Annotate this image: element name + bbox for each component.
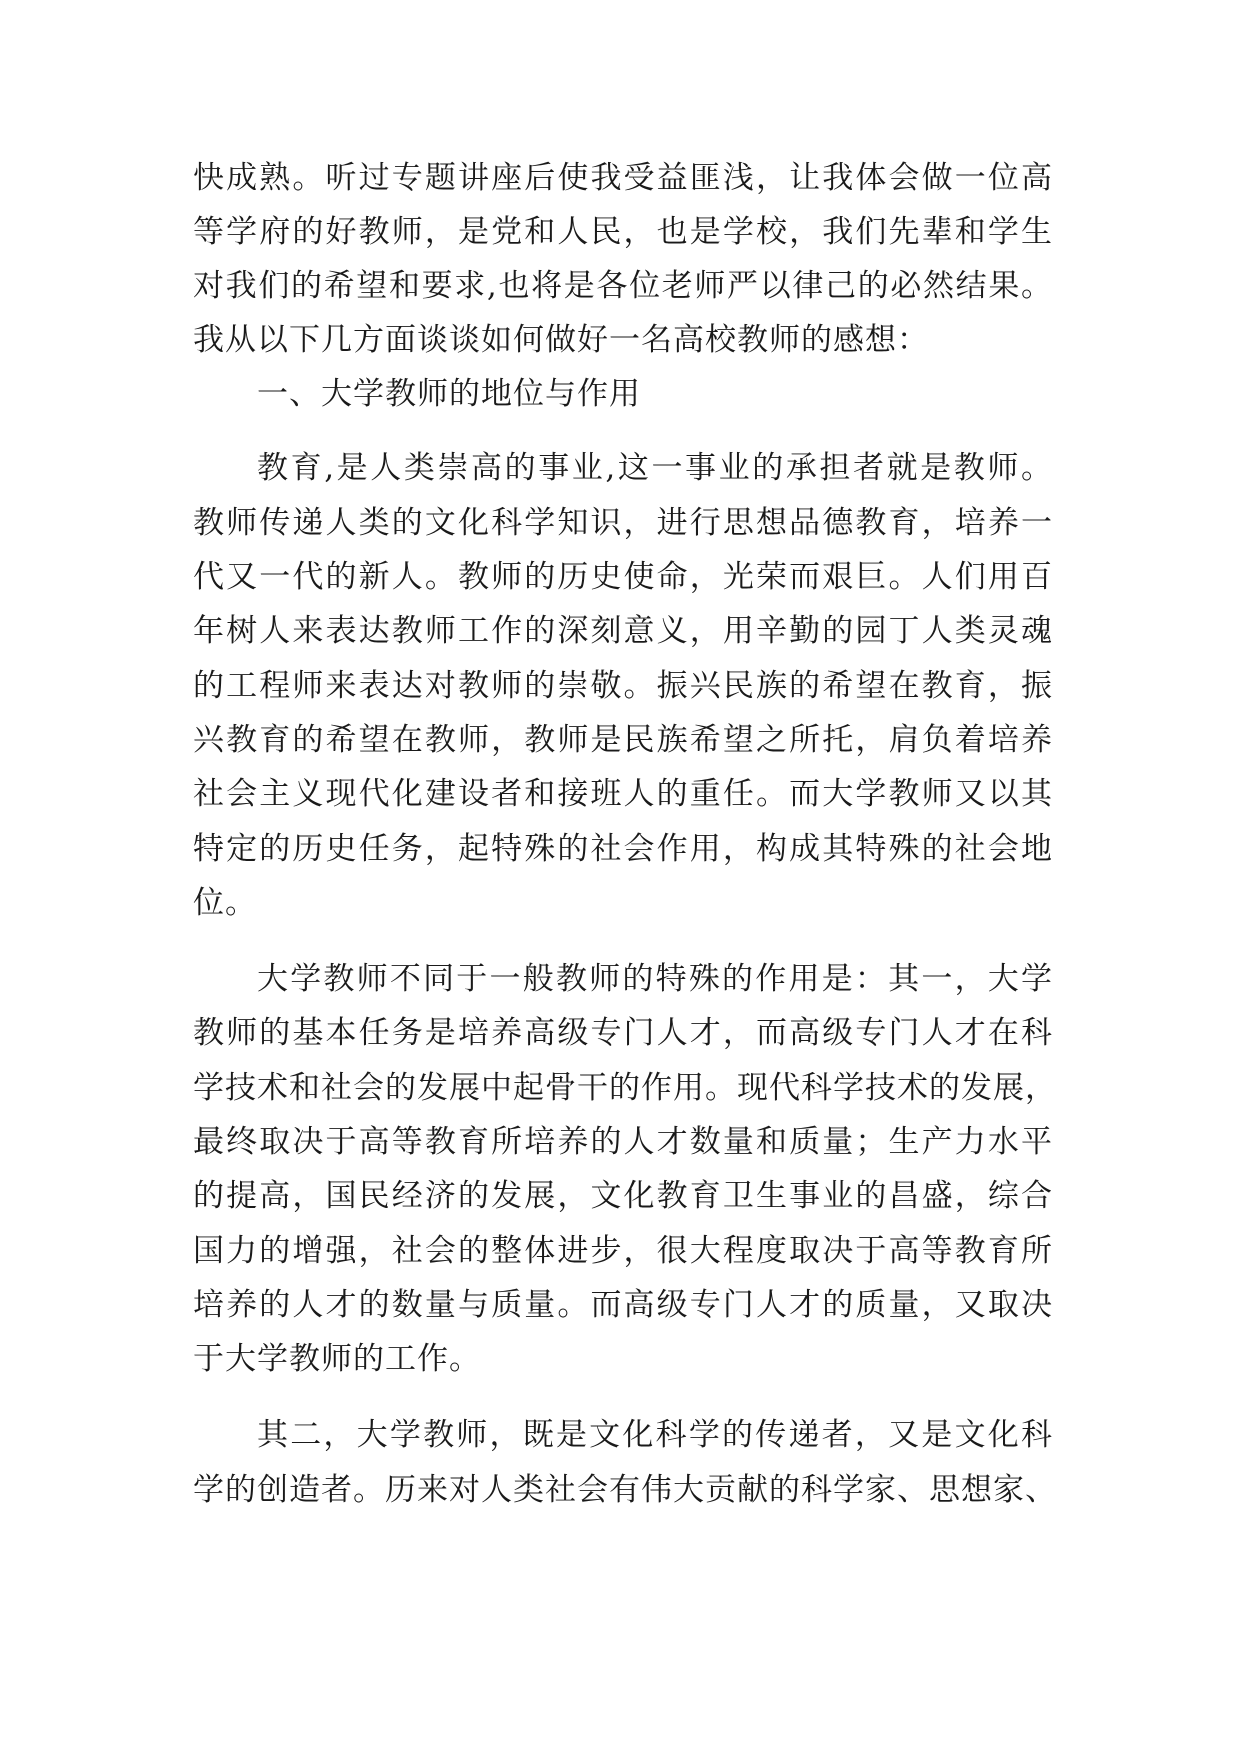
text-line: 国力的增强，社会的整体进步，很大程度取决于高等教育所 (193, 1233, 1053, 1269)
text-line: 的工程师来表达对教师的崇敬。振兴民族的希望在教育，振 (193, 668, 1053, 704)
text-line: 于大学教师的工作。 (193, 1341, 481, 1377)
text-line: 特定的历史任务，起特殊的社会作用，构成其特殊的社会地 (193, 831, 1053, 867)
text-line: 教育,是人类崇高的事业,这一事业的承担者就是教师。 (257, 450, 1053, 486)
text-line: 最终取决于高等教育所培养的人才数量和质量；生产力水平 (193, 1124, 1053, 1160)
text-line: 学的创造者。历来对人类社会有伟大贡献的科学家、思想家、 (193, 1472, 1057, 1508)
text-line: 年树人来表达教师工作的深刻意义，用辛勤的园丁人类灵魂 (193, 613, 1053, 649)
text-line: 位。 (193, 885, 257, 921)
text-line: 的提高，国民经济的发展，文化教育卫生事业的昌盛，综合 (193, 1178, 1053, 1214)
text-line: 代又一代的新人。教师的历史使命，光荣而艰巨。人们用百 (193, 559, 1053, 595)
text-line: 社会主义现代化建设者和接班人的重任。而大学教师又以其 (193, 776, 1053, 812)
text-line: 培养的人才的数量与质量。而高级专门人才的质量，又取决 (193, 1287, 1053, 1323)
text-line: 快成熟。听过专题讲座后使我受益匪浅，让我体会做一位高 (193, 160, 1053, 196)
text-line: 大学教师不同于一般教师的特殊的作用是：其一，大学 (257, 961, 1053, 997)
text-line: 教师的基本任务是培养高级专门人才，而高级专门人才在科 (193, 1015, 1053, 1051)
text-line: 其二，大学教师，既是文化科学的传递者，又是文化科 (257, 1417, 1053, 1453)
section-heading: 一、大学教师的地位与作用 (257, 376, 641, 412)
text-line: 学技术和社会的发展中起骨干的作用。现代科学技术的发展， (193, 1070, 1057, 1106)
text-line: 等学府的好教师，是党和人民，也是学校，我们先辈和学生 (193, 214, 1053, 250)
text-line: 教师传递人类的文化科学知识，进行思想品德教育，培养一 (193, 505, 1053, 541)
text-line: 对我们的希望和要求,也将是各位老师严以律己的必然结果。 (193, 268, 1053, 304)
text-line: 兴教育的希望在教师，教师是民族希望之所托，肩负着培养 (193, 722, 1053, 758)
text-line: 我从以下几方面谈谈如何做好一名高校教师的感想： (193, 322, 929, 358)
